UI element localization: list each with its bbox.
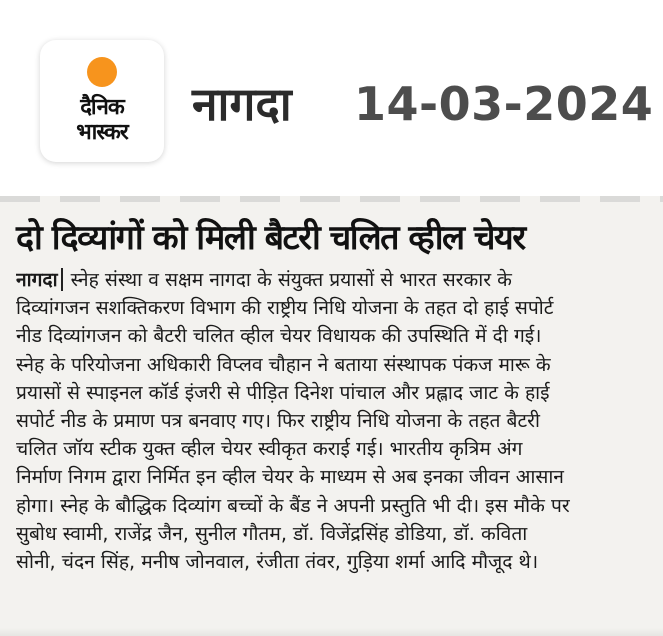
body-line: सपोर्ट नीड के प्रमाण पत्र बनवाए गए। फिर राष्ट्रीय निधि योजना के तहत बैटरी: [16, 409, 540, 433]
body-line: स्नेह के परियोजना अधिकारी विप्लव चौहान ने बताया संस्थापक पंकज मारू के: [16, 352, 551, 376]
body-line: सुबोध स्वामी, राजेंद्र जैन, सुनील गौतम, डॉ. विजेंद्रसिंह डोडिया, डॉ. कविता: [16, 521, 528, 545]
body-line: दिव्यांगजन सशक्तिकरण विभाग की राष्ट्रीय निधि योजना के तहत दो हाई सपोर्ट: [16, 296, 554, 320]
article-dateline: नागदा: [16, 268, 63, 291]
body-line: नीड दिव्यांगजन को बैटरी चलित व्हील चेयर विधायक की उपस्थिति में दी गई।: [16, 324, 542, 348]
body-line-text: स्नेह संस्था व सक्षम नागदा के संयुक्त प्रयासों से भारत सरकार के: [70, 268, 512, 291]
sun-dot-icon: [87, 57, 117, 87]
body-line: सोनी, चंदन सिंह, मनीष जोनवाल, रंजीता तंवर, गुड़िया शर्मा आदि मौजूद थे।: [16, 550, 539, 574]
edition-city: नागदा: [192, 77, 292, 131]
news-clipping: [0, 196, 663, 636]
page-header: [0, 0, 663, 190]
body-line: होगा। स्नेह के बौद्धिक दिव्यांग बच्चों के बैंड ने अपनी प्रस्तुति भी दी। इस मौके पर: [16, 493, 570, 517]
article-body: [16, 266, 656, 576]
body-line: चलित जॉय स्टीक युक्त व्हील चेयर स्वीकृत कराई गई। भारतीय कृत्रिम अंग: [16, 437, 523, 461]
newspaper-logo: [40, 40, 164, 162]
article-headline: दो दिव्यांगों को मिली बैटरी चलित व्हील चेयर: [16, 218, 525, 258]
clipping-cut-edge: [0, 196, 663, 202]
edition-date: 14-03-2024: [354, 77, 654, 131]
body-line: निर्माण निगम द्वारा निर्मित इन व्हील चेयर के माध्यम से अब इनका जीवन आसान: [16, 465, 564, 489]
clipping-bottom-edge: [0, 628, 663, 636]
logo-text-line1: दैनिक: [80, 95, 124, 120]
body-line: [16, 266, 656, 294]
body-line: प्रयासों से स्पाइनल कॉर्ड इंजरी से पीड़ित दिनेश पांचाल और प्रह्लाद जाट के हाई: [16, 380, 550, 404]
logo-text-line2: भास्कर: [76, 120, 128, 145]
